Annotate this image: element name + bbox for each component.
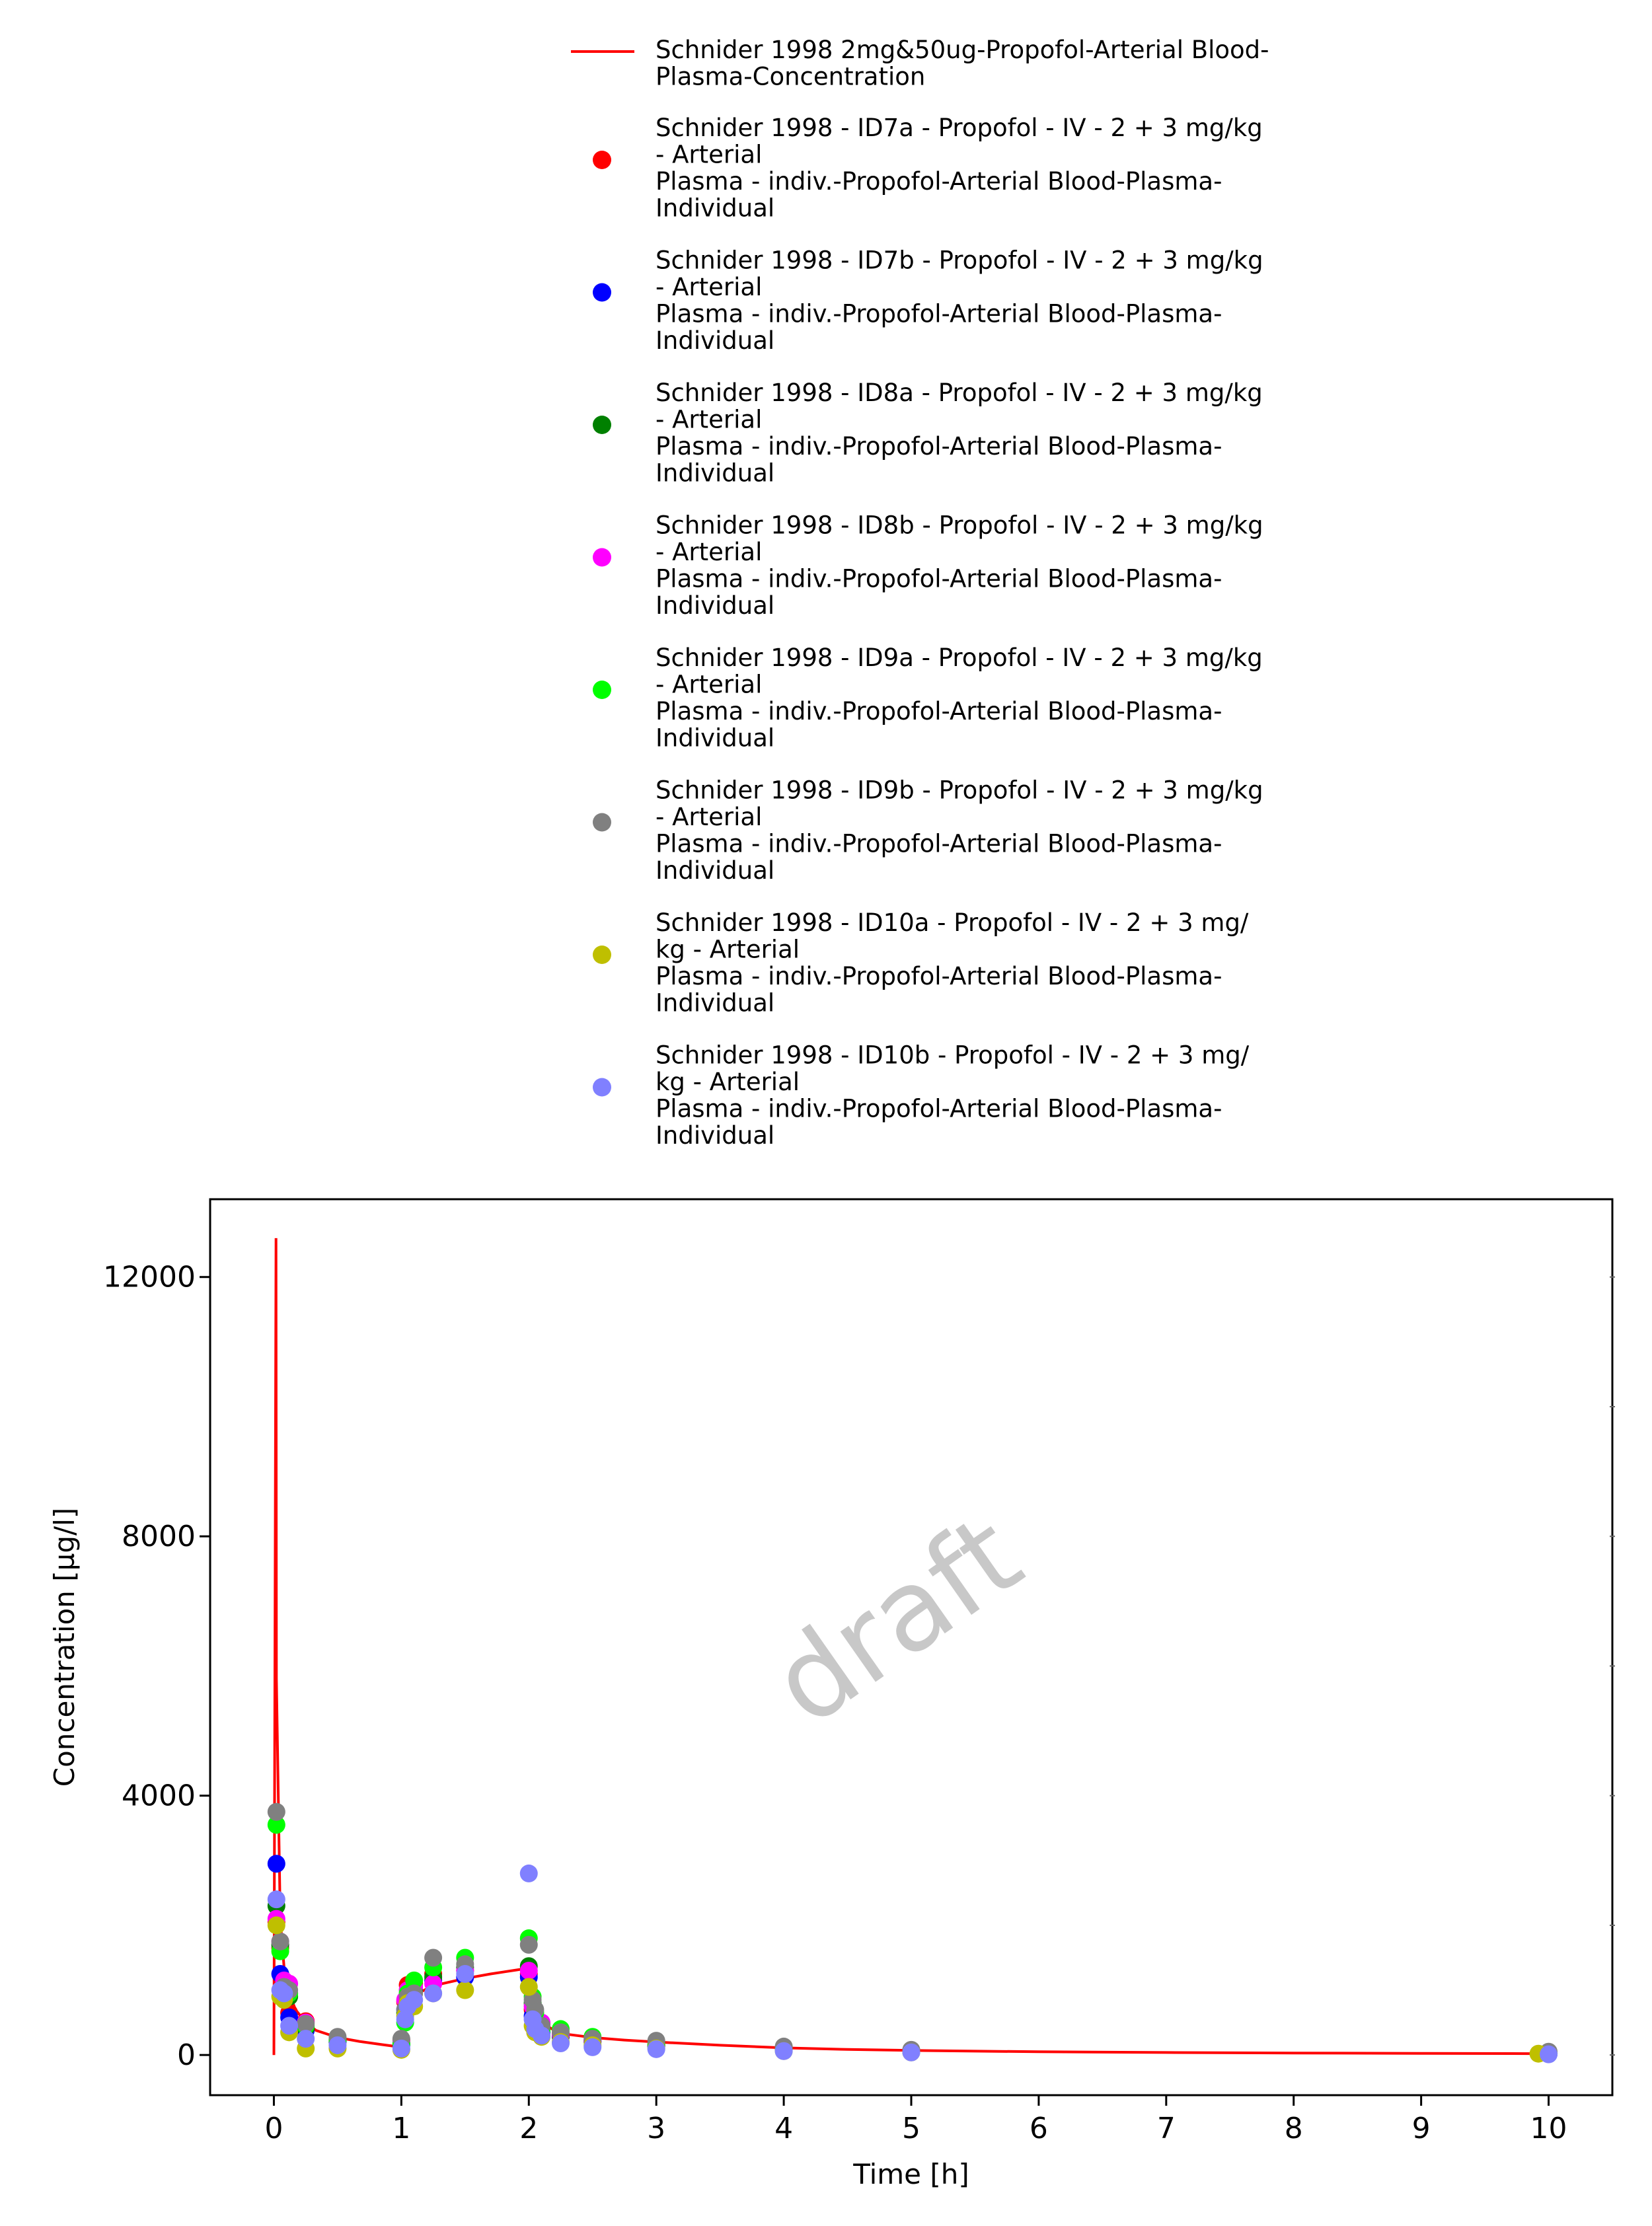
data-point: [456, 1982, 474, 1999]
legend-label-series-5: Individual: [656, 723, 775, 753]
legend-marker-series-6: [593, 813, 611, 832]
legend-label-series-8: kg - Arterial: [656, 1068, 800, 1096]
legend-label-series-4: - Arterial: [656, 538, 763, 566]
x-tick-label: 10: [1530, 2112, 1567, 2145]
legend-marker-series-5: [593, 681, 611, 699]
data-point: [520, 1936, 538, 1954]
data-point: [268, 1803, 285, 1821]
data-point: [424, 1948, 442, 1966]
data-point: [1540, 2046, 1558, 2063]
y-tick-label: 4000: [122, 1779, 196, 1813]
legend-label-series-1: Plasma - indiv.-Propofol-Arterial Blood-Plasma-: [656, 167, 1222, 196]
legend-marker-series-8: [593, 1078, 611, 1097]
legend-label-simulation: Plasma-Concentration: [656, 62, 926, 91]
series-7: [268, 1916, 1548, 2062]
y-axis: [103, 1261, 210, 2072]
data-point: [268, 1916, 285, 1934]
x-tick-label: 1: [392, 2112, 411, 2145]
y-axis-label: Concentration [µg/l]: [48, 1507, 81, 1787]
legend-label-series-7: kg - Arterial: [656, 935, 800, 964]
legend-label-simulation: Schnider 1998 2mg&50ug-Propofol-Arterial Blood-: [656, 36, 1269, 64]
data-point: [393, 2040, 410, 2058]
data-point: [903, 2044, 920, 2061]
legend-label-series-7: Schnider 1998 - ID10a - Propofol - IV - 2 + 3 mg/: [656, 909, 1249, 937]
x-tick-label: 5: [902, 2112, 920, 2145]
x-tick-label: 4: [774, 2112, 794, 2145]
data-point: [552, 2034, 570, 2052]
legend-label-series-2: Individual: [656, 326, 775, 355]
data-point: [424, 1984, 442, 2002]
legend-label-series-3: Plasma - indiv.-Propofol-Arterial Blood-Plasma-: [656, 432, 1222, 461]
legend: [571, 36, 1269, 1150]
x-axis: [264, 2095, 1567, 2145]
legend-label-series-5: Schnider 1998 - ID9a - Propofol - IV - 2 + 3 mg/kg: [656, 644, 1263, 672]
legend-marker-series-2: [593, 283, 611, 302]
data-point: [583, 2038, 601, 2056]
x-tick-label: 0: [264, 2112, 283, 2145]
y-tick-label: 12000: [103, 1260, 196, 1294]
legend-label-series-4: Individual: [656, 591, 775, 620]
legend-marker-series-1: [593, 151, 611, 169]
x-tick-label: 2: [519, 2112, 539, 2145]
series-6: [268, 1803, 1558, 2061]
legend-label-series-3: Schnider 1998 - ID8a - Propofol - IV - 2 + 3 mg/kg: [656, 379, 1263, 407]
x-tick-label: 3: [647, 2112, 666, 2145]
legend-label-series-2: Schnider 1998 - ID7b - Propofol - IV - 2 + 3 mg/kg: [656, 246, 1263, 275]
legend-label-series-6: - Arterial: [656, 803, 763, 831]
legend-label-series-3: - Arterial: [656, 405, 763, 434]
series-5: [268, 1816, 1558, 2061]
data-point: [648, 2040, 665, 2058]
legend-label-series-8: Individual: [656, 1121, 775, 1150]
data-point: [297, 2030, 315, 2048]
legend-label-series-5: Plasma - indiv.-Propofol-Arterial Blood-Plasma-: [656, 697, 1222, 725]
data-point: [520, 1962, 538, 1980]
data-point: [275, 1984, 293, 2002]
watermark: draft: [749, 1490, 1044, 1751]
legend-label-series-7: Plasma - indiv.-Propofol-Arterial Blood-Plasma-: [656, 962, 1222, 990]
legend-label-series-6: Plasma - indiv.-Propofol-Arterial Blood-Plasma-: [656, 829, 1222, 858]
legend-label-series-1: - Arterial: [656, 140, 763, 169]
data-point: [520, 1865, 538, 1882]
data-point: [268, 1855, 285, 1873]
data-point: [272, 1933, 289, 1950]
data-point: [456, 1965, 474, 1983]
legend-label-series-1: Individual: [656, 194, 775, 223]
legend-label-series-3: Individual: [656, 459, 775, 488]
x-tick-label: 8: [1284, 2112, 1303, 2145]
legend-label-series-6: Schnider 1998 - ID9b - Propofol - IV - 2 + 3 mg/kg: [656, 776, 1263, 805]
legend-label-series-2: Plasma - indiv.-Propofol-Arterial Blood-Plasma-: [656, 299, 1222, 328]
legend-label-series-8: Plasma - indiv.-Propofol-Arterial Blood-Plasma-: [656, 1094, 1222, 1123]
y-tick-label: 0: [177, 2038, 196, 2073]
data-point: [775, 2042, 793, 2060]
legend-marker-series-7: [593, 946, 611, 964]
legend-label-series-4: Plasma - indiv.-Propofol-Arterial Blood-Plasma-: [656, 564, 1222, 593]
legend-label-series-4: Schnider 1998 - ID8b - Propofol - IV - 2 + 3 mg/kg: [656, 511, 1263, 540]
legend-marker-series-4: [593, 548, 611, 567]
legend-label-series-8: Schnider 1998 - ID10b - Propofol - IV - 2 + 3 mg/: [656, 1041, 1250, 1070]
data-point: [520, 1978, 538, 1996]
y-tick-label: 8000: [122, 1520, 196, 1554]
legend-label-series-6: Individual: [656, 856, 775, 885]
legend-label-series-2: - Arterial: [656, 273, 763, 301]
data-point: [533, 2026, 550, 2044]
x-tick-label: 6: [1029, 2112, 1048, 2145]
x-axis-label: Time [h]: [853, 2158, 969, 2190]
legend-label-series-5: - Arterial: [656, 670, 763, 699]
legend-label-series-1: Schnider 1998 - ID7a - Propofol - IV - 2 + 3 mg/kg: [656, 114, 1263, 142]
x-tick-label: 9: [1411, 2112, 1431, 2145]
data-point: [328, 2036, 346, 2054]
legend-label-series-7: Individual: [656, 988, 775, 1018]
data-point: [268, 1890, 285, 1908]
data-point: [280, 2017, 298, 2035]
x-tick-label: 7: [1156, 2112, 1176, 2145]
legend-marker-series-3: [593, 416, 611, 434]
data-point: [405, 1991, 423, 2009]
